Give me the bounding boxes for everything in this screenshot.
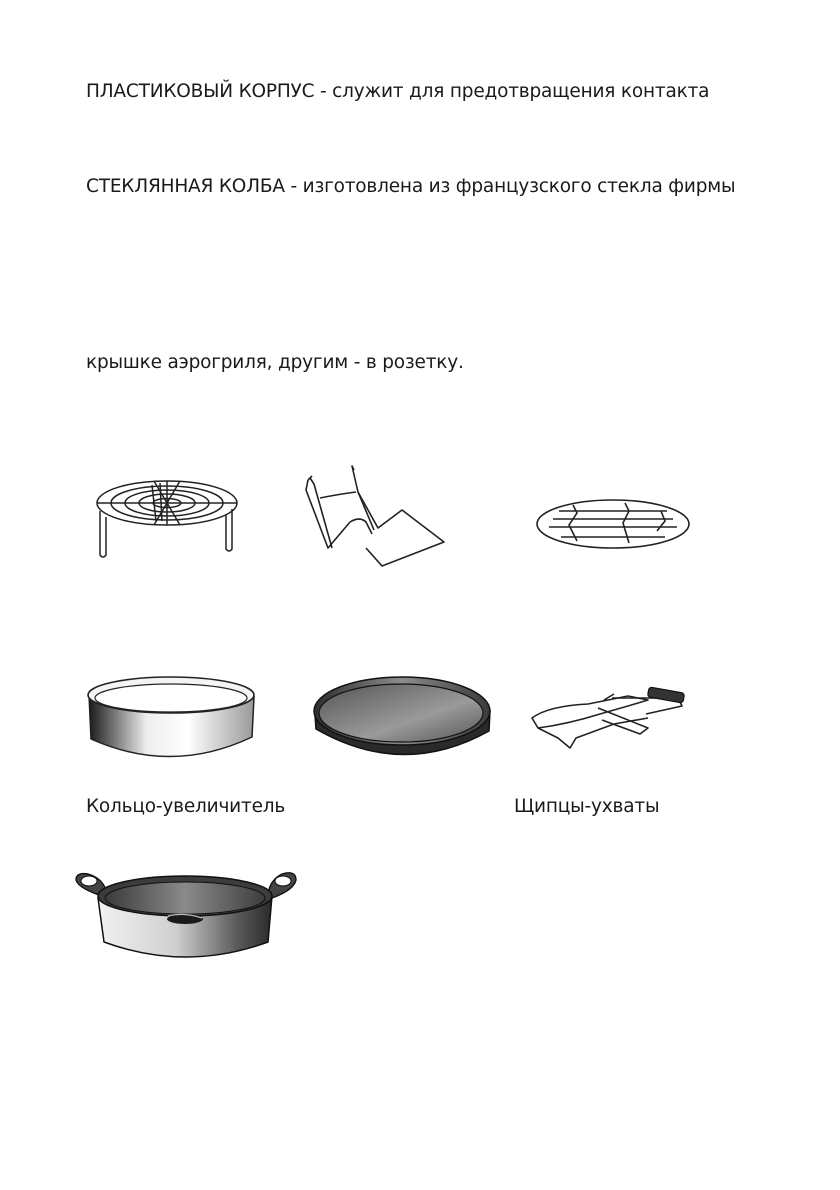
pan-with-handles-icon [72, 868, 302, 968]
low-grill-icon [533, 497, 693, 553]
skewer-holder-icon [300, 462, 450, 570]
baking-tray-icon [313, 675, 493, 765]
term-plastic-body: ПЛАСТИКОВЫЙ КОРПУС [86, 81, 315, 102]
desc-plastic-body: - служит для предотвращения контакта [314, 81, 710, 102]
tongs-icon [528, 688, 688, 756]
text-line-socket: крышке аэрогриля, другим - в розетку. [86, 352, 464, 373]
caption-tongs: Щипцы-ухваты [514, 796, 660, 817]
text-line-glass-bowl [86, 175, 735, 199]
caption-extender-ring: Кольцо-увеличитель [86, 796, 286, 817]
desc-glass-bowl: - изготовлена из французского стекла фирмы [284, 176, 736, 197]
extender-ring-icon [86, 675, 258, 759]
text-line-plastic-body [86, 80, 709, 104]
term-glass-bowl: СТЕКЛЯННАЯ КОЛБА [86, 176, 285, 197]
high-rack-icon [92, 475, 242, 565]
